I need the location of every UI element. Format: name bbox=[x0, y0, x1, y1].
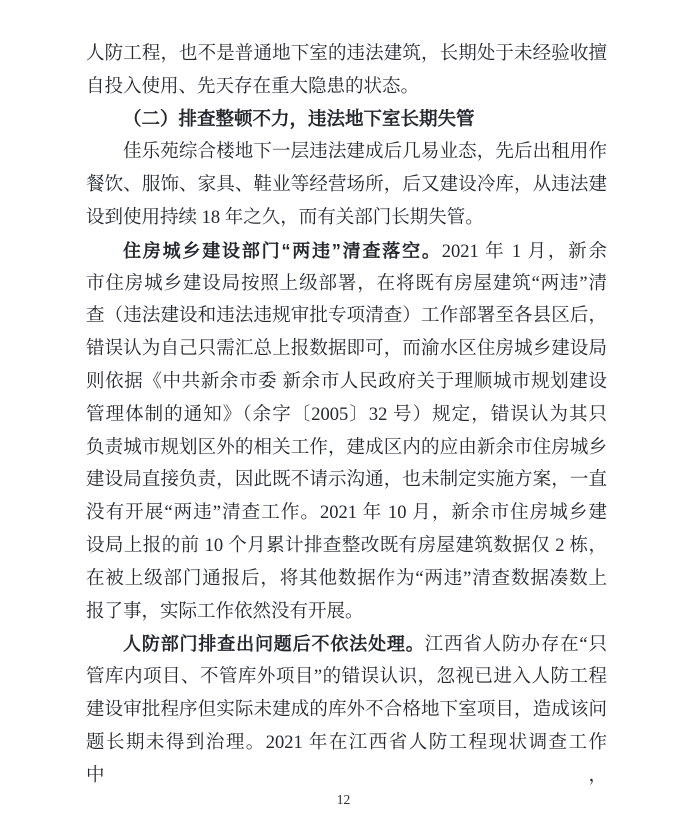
doc-line bbox=[86, 628, 607, 661]
doc-text: 江西省人防办存在“只 bbox=[424, 635, 607, 656]
doc-line bbox=[86, 235, 607, 268]
doc-line: 题长期未得到治理。2021 年在江西省人防工程现状调查工作中， bbox=[86, 732, 607, 786]
document-body bbox=[86, 38, 607, 786]
doc-line: 在被上级部门通报后，将其他数据作为“两违”清查数据凑数上 bbox=[86, 568, 607, 589]
page-number: 12 bbox=[336, 792, 351, 807]
doc-line: 查（违法建设和违法违规审批专项清查）工作部署至各县区后， bbox=[86, 306, 607, 327]
doc-line: 人防工程，也不是普通地下室的违法建筑，长期处于未经验收擅 bbox=[86, 44, 607, 64]
doc-text: 2021 年 1 月，新余 bbox=[441, 241, 607, 262]
doc-line: 负责城市规划区外的相关工作，建成区内的应由新余市住房城乡 bbox=[86, 437, 607, 458]
doc-line: 管库内项目、不管库外项目”的错误认识，忽视已进入人防工程 bbox=[86, 667, 607, 688]
doc-line: 没有开展“两违”清查工作。2021 年 10 月，新余市住房城乡建 bbox=[86, 503, 607, 524]
doc-line: 设局上报的前 10 个月累计排查整改既有房屋建筑数据仅 2 栋， bbox=[86, 535, 607, 556]
bold-lead-text: 人防部门排查出问题后不依法处理。 bbox=[123, 634, 425, 655]
doc-line: 餐饮、服饰、家具、鞋业等经营场所，后又建设冷库，从违法建 bbox=[86, 175, 607, 196]
doc-line: 管理体制的通知》（余字〔2005〕32 号）规定，错误认为其只 bbox=[86, 404, 607, 425]
section-heading: （二）排查整顿不力，违法地下室长期失管 bbox=[123, 109, 475, 130]
bold-lead-text: 住房城乡建设部门“两违”清查落空。 bbox=[123, 240, 442, 261]
doc-line: 佳乐苑综合楼地下一层违法建成后几易业态，先后出租用作 bbox=[123, 142, 607, 163]
doc-line: 市住房城乡建设局按照上级部署，在将既有房屋建筑“两违”清 bbox=[86, 273, 607, 294]
doc-line: 建设局直接负责，因此既不请示沟通，也未制定实施方案，一直 bbox=[86, 470, 607, 491]
doc-line: 报了事，实际工作依然没有开展。 bbox=[86, 601, 364, 622]
doc-line: 设到使用持续 18 年之久，而有关部门长期失管。 bbox=[86, 207, 484, 228]
doc-line: 则依据《中共新余市委 新余市人民政府关于理顺城市规划建设 bbox=[86, 371, 607, 392]
doc-line: 错误认为自己只需汇总上报数据即可，而渝水区住房城乡建设局 bbox=[86, 339, 607, 360]
doc-line: 自投入使用、先天存在重大隐患的状态。 bbox=[86, 76, 420, 97]
doc-line: 建设审批程序但实际未建成的库外不合格地下室项目，造成该问 bbox=[86, 699, 607, 720]
